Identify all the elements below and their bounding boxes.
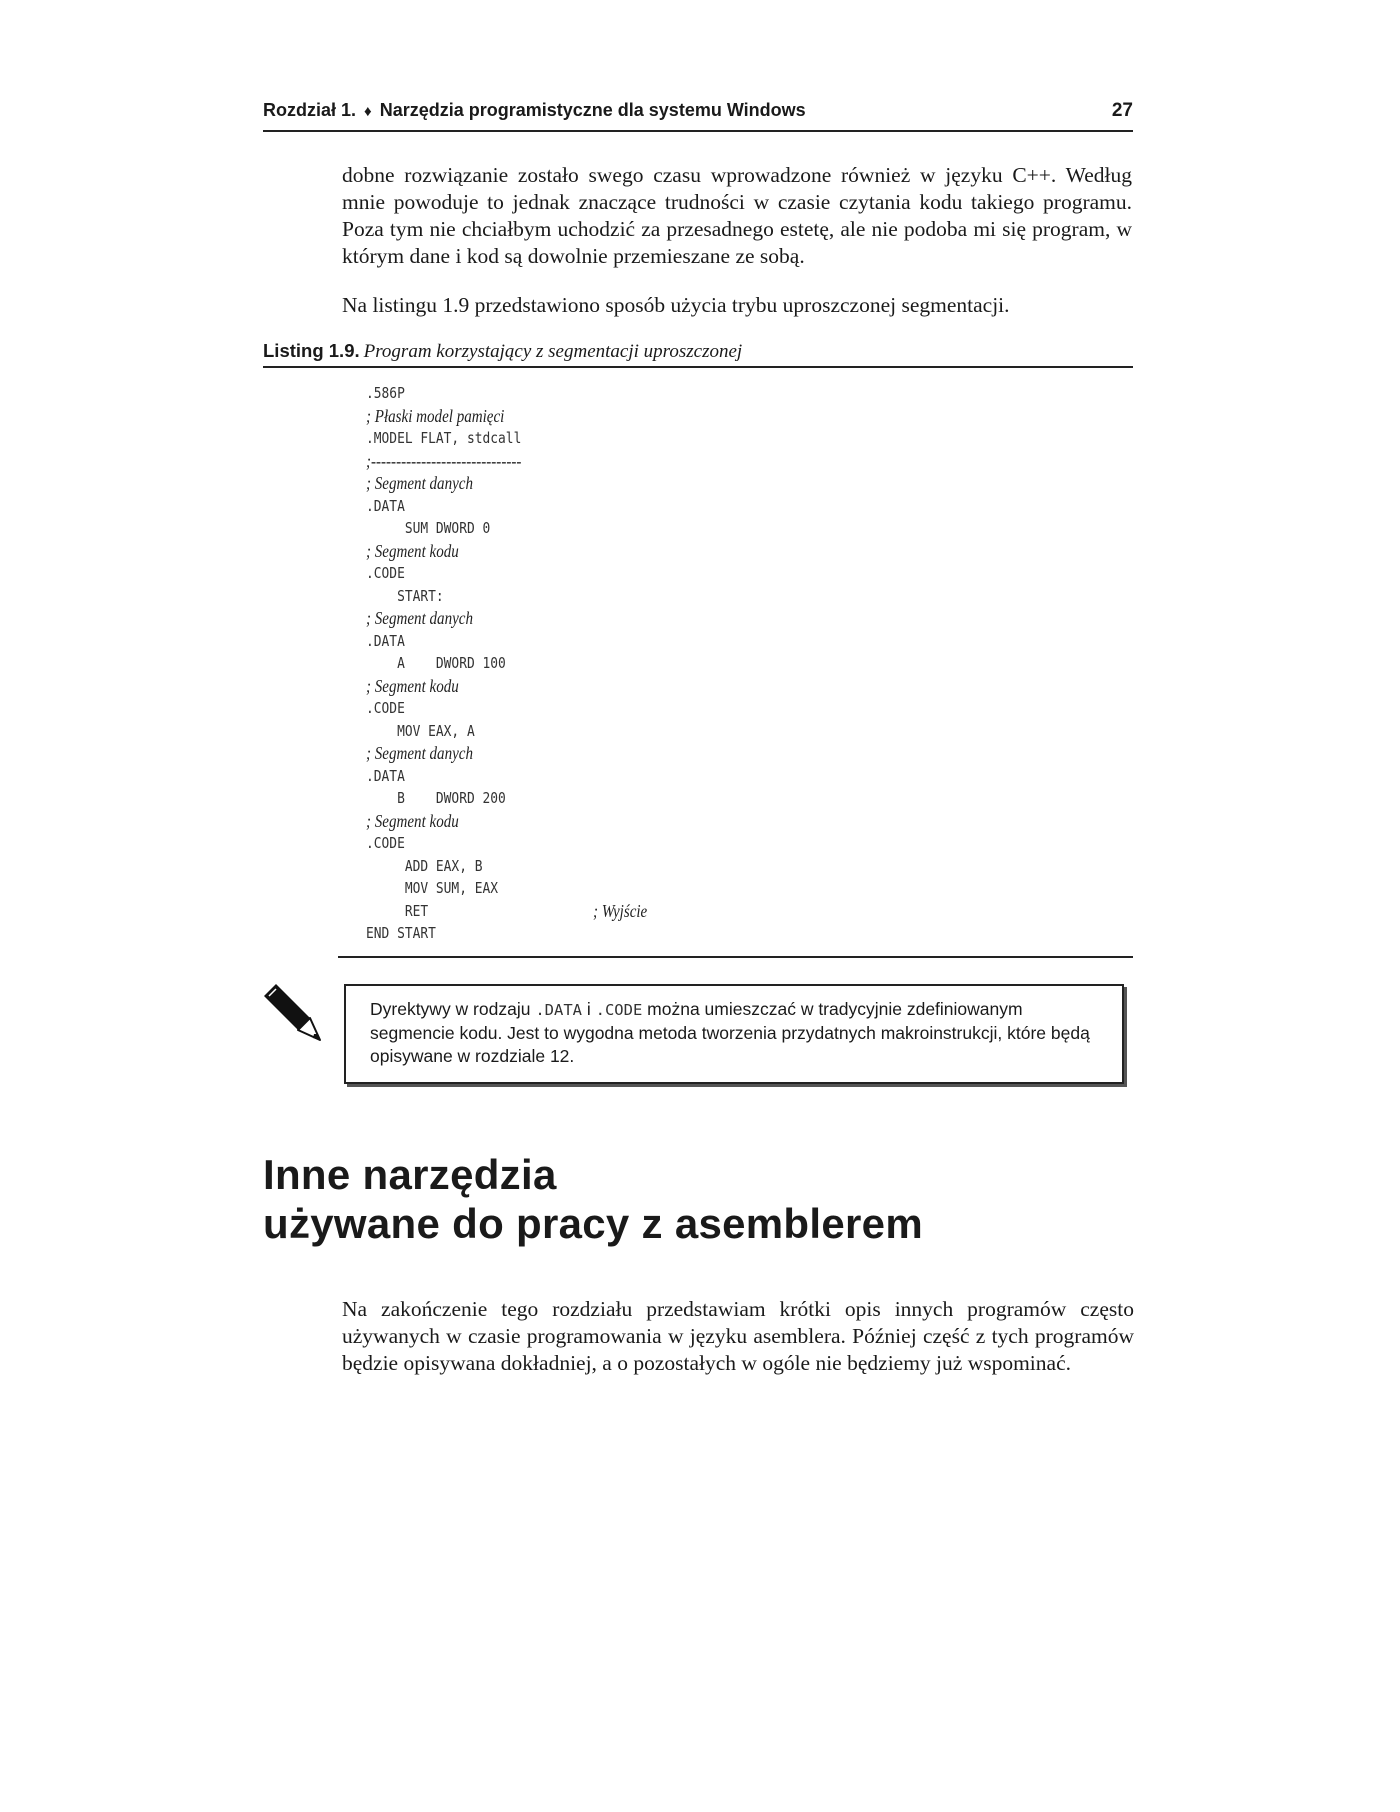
code-line: .CODE [366, 699, 405, 717]
running-header [263, 96, 1133, 132]
code-line: .DATA [366, 631, 405, 650]
code-comment-line: ; Segment danych [366, 743, 473, 763]
note-text: Dyrektywy w rodzaju .DATA i .CODE można umieszczać w tradycyjnie zdefiniowanym segmencie kodu. Jest to wygodna metoda tworzenia przydatnych makroinstrukcji, które będą opisywane w rozdziale 12. [370, 999, 1090, 1066]
code-inline: .CODE [595, 1001, 643, 1019]
code-listing [366, 382, 648, 945]
code-line: ADD EAX, B [366, 856, 483, 875]
body-paragraph-2: Na listingu 1.9 przedstawiono sposób użycia trybu uproszczonej segmentacji. [342, 293, 1010, 317]
chapter-label: Rozdział 1. [263, 100, 357, 120]
section-heading-line-1: Inne narzędzia [263, 1151, 557, 1198]
section-heading-line-2: używane do pracy z asemblerem [263, 1200, 923, 1247]
body-paragraph-1: dobne rozwiązanie zostało swego czasu wprowadzone również w języku C++. Według mnie powoduje to jednak znaczące trudności w czasie czytania kodu takiego programu. Poza tym nie chciałbym uchodzić za przesadnego estetę, ale nie podoba mi się program, w którym dane i kod są dowolnie przemieszane ze sobą. [342, 163, 1132, 268]
code-comment-line: ; Segment kodu [366, 675, 459, 696]
code-line: .586P [366, 384, 405, 402]
note-box [344, 984, 1124, 1084]
code-line: START: [366, 586, 444, 605]
code-comment-line: ; Segment danych [366, 473, 473, 493]
code-comment-line: ; Segment kodu [366, 810, 459, 831]
code-line: .MODEL FLAT, stdcall [366, 429, 522, 447]
code-ret: RET [366, 901, 429, 920]
page-number: 27 [1111, 100, 1133, 121]
diamond-separator-icon: ♦ [364, 103, 372, 120]
code-line: MOV EAX, A [366, 721, 475, 740]
chapter-title: Narzędzia programistyczne dla systemu Windows [379, 100, 806, 120]
code-line-ret [366, 900, 648, 923]
listing-end-rule [338, 956, 1133, 958]
code-comment-line: ; Płaski model pamięci [366, 405, 505, 426]
listing-label: Listing 1.9. [263, 340, 360, 361]
code-inline-comment: ; Wyjście [593, 900, 648, 921]
code-line: MOV SUM, EAX [366, 879, 499, 897]
code-line: .CODE [366, 564, 405, 582]
running-title [263, 100, 806, 121]
code-inline: .DATA [535, 1001, 582, 1019]
code-comment-line: ; Segment kodu [366, 540, 459, 561]
section-heading [263, 1150, 923, 1248]
pencil-icon [262, 982, 332, 1052]
code-line: .DATA [366, 766, 405, 785]
code-line: A DWORD 100 [366, 654, 506, 672]
listing-title: Program korzystający z segmentacji uproszczonej [363, 341, 743, 362]
code-line: SUM DWORD 0 [366, 519, 491, 537]
listing-caption [263, 340, 1133, 368]
code-comment-line: ; Segment danych [366, 608, 473, 628]
code-line: .CODE [366, 834, 405, 852]
code-line: END START [366, 924, 436, 942]
section-paragraph: Na zakończenie tego rozdziału przedstawiam krótki opis innych programów często używanych w czasie programowania w języku asemblera. Później część z tych programów będzie opisywana dokładniej, a o pozostałych w ogóle nie będziemy już wspominać. [342, 1297, 1134, 1375]
code-line: .DATA [366, 496, 405, 515]
code-comment-line: ;------------------------------ [366, 450, 522, 471]
code-line: B DWORD 200 [366, 789, 506, 807]
